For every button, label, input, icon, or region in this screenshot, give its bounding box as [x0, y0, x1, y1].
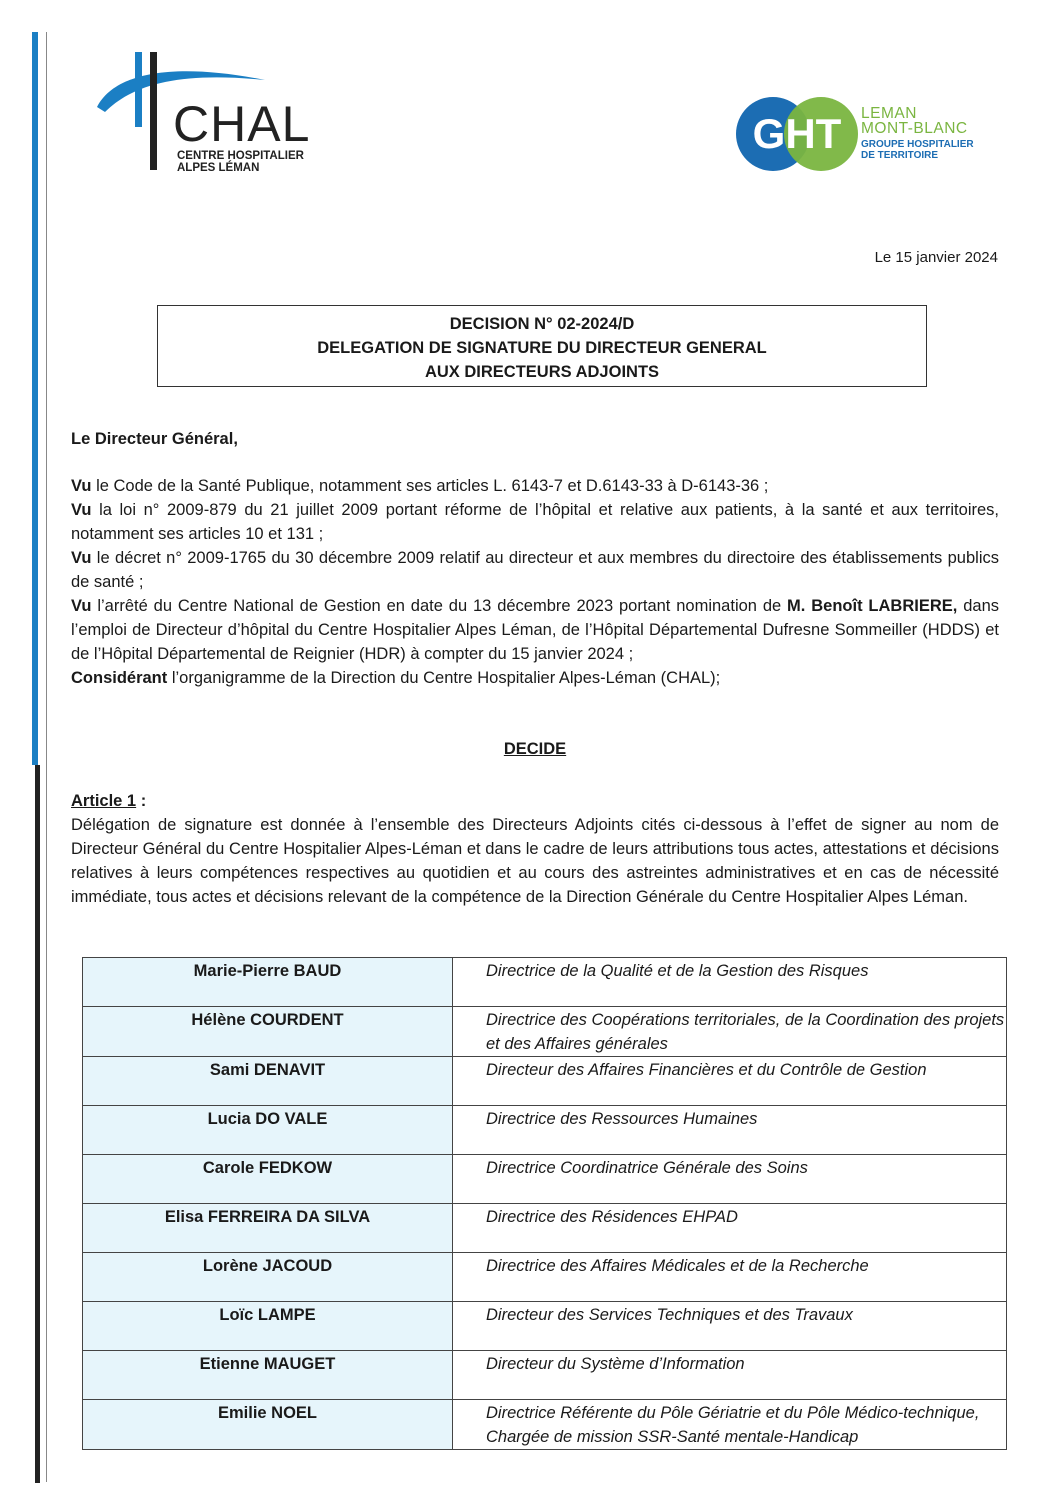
table-row: [83, 1400, 1007, 1450]
table-row: [83, 1057, 1007, 1106]
delegate-role: Directeur du Système d’Information: [453, 1351, 1007, 1400]
consideration-lead: Vu: [71, 501, 92, 519]
table-row: [83, 958, 1007, 1007]
delegate-role: Directeur des Services Techniques et des Travaux: [453, 1302, 1007, 1351]
ght-name: [861, 106, 968, 136]
decision-number: DECISION N° 02-2024/D: [449, 315, 635, 333]
salutation: Le Directeur Général,: [71, 430, 238, 448]
table-row: [83, 1302, 1007, 1351]
table-row: [83, 1155, 1007, 1204]
article-1-heading: [71, 789, 999, 813]
table-row: [83, 1351, 1007, 1400]
delegate-role: Directrice des Résidences EHPAD: [453, 1204, 1007, 1253]
delegate-name: Elisa FERREIRA DA SILVA: [83, 1204, 453, 1253]
delegate-role: Directrice de la Qualité et de la Gestion des Risques: [453, 958, 1007, 1007]
delegate-name: Etienne MAUGET: [83, 1351, 453, 1400]
decision-title-box: [157, 305, 927, 387]
decision-title-line2: DELEGATION DE SIGNATURE DU DIRECTEUR GENERAL: [317, 339, 767, 357]
considerations: [71, 474, 999, 690]
delegate-name: Sami DENAVIT: [83, 1057, 453, 1106]
table-row: [83, 1204, 1007, 1253]
ght-line3: GROUPE HOSPITALIER: [861, 139, 974, 150]
delegate-name: Lorène JACOUD: [83, 1253, 453, 1302]
delegate-name: Hélène COURDENT: [83, 1007, 453, 1057]
decide-heading: DECIDE: [503, 740, 567, 758]
document-date: Le 15 janvier 2024: [874, 249, 998, 266]
consideration-text: la loi n° 2009-879 du 21 juillet 2009 portant réforme de l’hôpital et relative aux patients, à la santé et aux territoires, notamment ses articles 10 et 131 ;: [71, 501, 999, 543]
consideration-item: [71, 666, 999, 690]
appointee-name: M. Benoît LABRIERE,: [787, 597, 958, 615]
delegate-role: Directrice des Affaires Médicales et de la Recherche: [453, 1253, 1007, 1302]
delegate-role: Directrice Référente du Pôle Gériatrie et du Pôle Médico-technique, Chargée de mission SSR-Santé mentale-Handicap: [453, 1400, 1007, 1450]
table-row: [83, 1106, 1007, 1155]
delegate-name: Carole FEDKOW: [83, 1155, 453, 1204]
delegate-name: Lucia DO VALE: [83, 1106, 453, 1155]
delegate-role: Directrice des Coopérations territoriales, de la Coordination des projets et des Affaires générales: [453, 1007, 1007, 1057]
consideration-text: dans l’emploi de Directeur d’hôpital du Centre Hospitalier Alpes Léman, de l’Hôpital Départemental Dufresne Sommeiller (HDDS) et de l’Hôpital Départemental de Reignier (HDR) à compter du 15 janvier 2024 ;: [71, 597, 1000, 663]
consideration-item: [71, 498, 999, 546]
consideration-item: [71, 594, 999, 666]
ght-line1: LEMAN: [861, 105, 917, 122]
delegate-role: Directeur des Affaires Financières et du Contrôle de Gestion: [453, 1057, 1007, 1106]
table-row: [83, 1253, 1007, 1302]
consideration-text: le Code de la Santé Publique, notamment ses articles L. 6143-7 et D.6143-33 à D-6143-36 ;: [91, 477, 769, 495]
consideration-lead: Vu: [71, 477, 92, 495]
delegate-role: Directrice Coordinatrice Générale des Soins: [453, 1155, 1007, 1204]
svg-text:GHT: GHT: [752, 110, 842, 157]
consideration-text: l’arrêté du Centre National de Gestion en date du 13 décembre 2023 portant nomination de: [91, 597, 788, 615]
article-1-colon: :: [136, 792, 147, 810]
margin-bar-black: [35, 765, 40, 1483]
delegate-name: Emilie NOEL: [83, 1400, 453, 1450]
consideration-item: [71, 546, 999, 594]
chal-wordmark: CHAL: [173, 96, 311, 152]
consideration-lead: Vu: [71, 549, 92, 567]
delegate-name: Marie-Pierre BAUD: [83, 958, 453, 1007]
ght-subtitle: [861, 139, 974, 161]
consideration-lead: Considérant: [71, 669, 168, 687]
table-row: [83, 1007, 1007, 1057]
consideration-text: l’organigramme de la Direction du Centre Hospitalier Alpes-Léman (CHAL);: [167, 669, 721, 687]
delegate-role: Directrice des Ressources Humaines: [453, 1106, 1007, 1155]
ght-line4: DE TERRITOIRE: [861, 150, 939, 161]
chal-logo: [95, 52, 325, 182]
chal-subtitle-line1: CENTRE HOSPITALIER: [177, 150, 304, 162]
consideration-text: le décret n° 2009-1765 du 30 décembre 2009 relatif au directeur et aux membres du directoire des établissements publics de santé ;: [71, 549, 999, 591]
delegates-table: [82, 957, 1007, 1450]
ght-line2: MONT-BLANC: [861, 120, 968, 137]
article-1-label: Article 1: [71, 792, 137, 810]
decision-title-line3: AUX DIRECTEURS ADJOINTS: [424, 363, 660, 381]
consideration-lead: Vu: [71, 597, 92, 615]
delegate-name: Loïc LAMPE: [83, 1302, 453, 1351]
consideration-item: [71, 474, 999, 498]
ght-logo: [735, 96, 1005, 176]
chal-subtitle-line2: ALPES LÉMAN: [177, 162, 260, 174]
chal-subtitle: [177, 150, 304, 174]
ght-circles-icon: [735, 96, 860, 172]
margin-bar-blue: [32, 32, 38, 765]
article-1-text: Délégation de signature est donnée à l’ensemble des Directeurs Adjoints cités ci-dessous à l’effet de signer au nom de Directeur Général du Centre Hospitalier Alpes-Léman et dans le cadre de leurs attributions tous actes, attestations et décisions relatives à leurs compétences respectives au quotidien et au cours des astreintes administratives et en cas de nécessité immédiate, tous actes et décisions relevant de la compétence de la Direction Générale du Centre Hospitalier Alpes Léman.: [71, 816, 999, 906]
